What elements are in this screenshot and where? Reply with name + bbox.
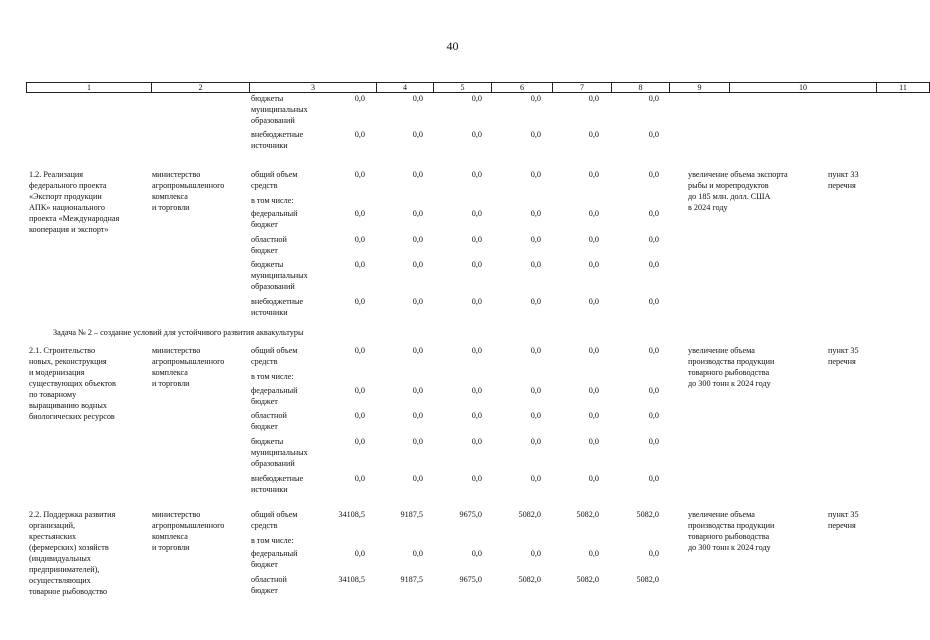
- budget-value: 0,0: [588, 549, 599, 558]
- measure-reference: пункт 33 перечня: [828, 170, 859, 190]
- budget-value: 0,0: [530, 170, 541, 179]
- budget-source-label: общий объем средств: [251, 510, 298, 530]
- budget-source-label: в том числе:: [251, 196, 294, 205]
- budget-value: 9187,5: [400, 510, 423, 519]
- budget-value: 0,0: [530, 297, 541, 306]
- column-header-4: 4: [377, 83, 434, 93]
- budget-value: 0,0: [648, 260, 659, 269]
- budget-value: 0,0: [530, 130, 541, 139]
- budget-value: 5082,0: [576, 510, 599, 519]
- budget-source-label: бюджеты муниципальных образований: [251, 94, 308, 125]
- budget-value: 0,0: [412, 260, 423, 269]
- budget-value: 0,0: [471, 297, 482, 306]
- budget-value: 9675,0: [459, 575, 482, 584]
- budget-source-label: федеральный бюджет: [251, 549, 298, 569]
- budget-value: 5082,0: [518, 510, 541, 519]
- budget-value: 0,0: [354, 437, 365, 446]
- budget-source-label: в том числе:: [251, 536, 294, 545]
- budget-value: 0,0: [471, 235, 482, 244]
- budget-value: 0,0: [412, 235, 423, 244]
- budget-value: 0,0: [530, 549, 541, 558]
- budget-value: 0,0: [648, 170, 659, 179]
- budget-value: 0,0: [588, 260, 599, 269]
- budget-value: 0,0: [354, 130, 365, 139]
- column-header-10: 10: [730, 83, 877, 93]
- budget-value: 0,0: [412, 386, 423, 395]
- budget-value: 34108,5: [338, 575, 365, 584]
- budget-value: 0,0: [588, 411, 599, 420]
- column-header-1: 1: [27, 83, 152, 93]
- column-header-11: 11: [877, 83, 930, 93]
- budget-value: 0,0: [588, 94, 599, 103]
- budget-source-label: общий объем средств: [251, 170, 298, 190]
- column-header-row: [26, 82, 930, 93]
- budget-value: 0,0: [588, 297, 599, 306]
- budget-value: 0,0: [530, 437, 541, 446]
- budget-value: 0,0: [648, 297, 659, 306]
- budget-source-label: областной бюджет: [251, 411, 287, 431]
- budget-value: 0,0: [412, 346, 423, 355]
- task-heading: Задача № 2 – создание условий для устойчивого развития аквакультуры: [53, 328, 304, 337]
- budget-value: 0,0: [471, 549, 482, 558]
- budget-value: 0,0: [354, 386, 365, 395]
- column-header-2: 2: [152, 83, 250, 93]
- budget-value: 5082,0: [518, 575, 541, 584]
- budget-value: 0,0: [354, 297, 365, 306]
- budget-value: 5082,0: [636, 510, 659, 519]
- measure-executor: министерство агропромышленного комплекса и торговли: [152, 510, 225, 552]
- column-header-9: 9: [670, 83, 730, 93]
- budget-value: 0,0: [588, 170, 599, 179]
- budget-source-label: бюджеты муниципальных образований: [251, 260, 308, 291]
- budget-value: 0,0: [530, 474, 541, 483]
- budget-value: 0,0: [588, 386, 599, 395]
- budget-value: 0,0: [354, 235, 365, 244]
- budget-value: 0,0: [354, 209, 365, 218]
- measure-result: увеличение объема экспорта рыбы и морепродуктов до 185 млн. долл. США в 2024 году: [688, 170, 788, 212]
- budget-value: 0,0: [354, 346, 365, 355]
- budget-value: 0,0: [412, 130, 423, 139]
- budget-source-label: в том числе:: [251, 372, 294, 381]
- budget-value: 5082,0: [576, 575, 599, 584]
- budget-value: 9187,5: [400, 575, 423, 584]
- budget-value: 0,0: [648, 235, 659, 244]
- measure-executor: министерство агропромышленного комплекса и торговли: [152, 170, 225, 212]
- budget-value: 0,0: [412, 549, 423, 558]
- budget-value: 0,0: [588, 209, 599, 218]
- budget-value: 34108,5: [338, 510, 365, 519]
- budget-value: 0,0: [588, 346, 599, 355]
- budget-value: 0,0: [412, 297, 423, 306]
- budget-value: 0,0: [648, 474, 659, 483]
- budget-value: 0,0: [354, 94, 365, 103]
- budget-source-label: внебюджетные источники: [251, 130, 304, 150]
- budget-source-label: областной бюджет: [251, 575, 287, 595]
- budget-value: 0,0: [530, 346, 541, 355]
- budget-value: 0,0: [471, 209, 482, 218]
- budget-value: 0,0: [412, 474, 423, 483]
- budget-value: 0,0: [648, 386, 659, 395]
- budget-value: 0,0: [471, 130, 482, 139]
- budget-value: 0,0: [648, 209, 659, 218]
- budget-value: 0,0: [471, 260, 482, 269]
- column-header-7: 7: [553, 83, 612, 93]
- budget-value: 0,0: [471, 170, 482, 179]
- budget-source-label: областной бюджет: [251, 235, 287, 255]
- column-header-3: 3: [250, 83, 377, 93]
- budget-value: 0,0: [588, 235, 599, 244]
- budget-value: 0,0: [412, 411, 423, 420]
- measure-reference: пункт 35 перечня: [828, 346, 859, 366]
- budget-value: 0,0: [471, 386, 482, 395]
- budget-value: 9675,0: [459, 510, 482, 519]
- measure-result: увеличение объема производства продукции товарного рыбоводства до 300 тонн к 2024 году: [688, 346, 775, 388]
- budget-value: 0,0: [530, 235, 541, 244]
- measure-title: 2.2. Поддержка развития организаций, крестьянских (фермерских) хозяйств (индивидуальных предпринимателей), осуществляющих товарное рыбоводство: [29, 510, 116, 596]
- budget-value: 0,0: [471, 94, 482, 103]
- budget-value: 0,0: [588, 474, 599, 483]
- column-header-8: 8: [612, 83, 670, 93]
- budget-source-label: федеральный бюджет: [251, 386, 298, 406]
- budget-value: 0,0: [354, 411, 365, 420]
- budget-value: 0,0: [648, 411, 659, 420]
- budget-value: 0,0: [354, 474, 365, 483]
- budget-value: 0,0: [471, 474, 482, 483]
- budget-value: 0,0: [412, 170, 423, 179]
- budget-value: 0,0: [648, 549, 659, 558]
- budget-value: 0,0: [471, 411, 482, 420]
- budget-value: 0,0: [530, 411, 541, 420]
- measure-title: 2.1. Строительство новых, реконструкция и модернизация существующих объектов по товарному выращиванию водных биологических ресурсов: [29, 346, 116, 421]
- budget-source-label: федеральный бюджет: [251, 209, 298, 229]
- budget-value: 0,0: [412, 437, 423, 446]
- budget-source-label: общий объем средств: [251, 346, 298, 366]
- measure-reference: пункт 35 перечня: [828, 510, 859, 530]
- budget-value: 0,0: [648, 346, 659, 355]
- budget-value: 0,0: [354, 170, 365, 179]
- measure-title: 1.2. Реализация федерального проекта «Экспорт продукции АПК» национального проекта «Международная кооперация и экспорт»: [29, 170, 120, 234]
- measure-result: увеличение объема производства продукции товарного рыбоводства до 300 тонн к 2024 году: [688, 510, 775, 552]
- budget-value: 0,0: [530, 386, 541, 395]
- page-number: 40: [446, 39, 459, 53]
- budget-value: 0,0: [412, 209, 423, 218]
- budget-value: 0,0: [588, 437, 599, 446]
- budget-value: 0,0: [530, 209, 541, 218]
- budget-value: 5082,0: [636, 575, 659, 584]
- budget-value: 0,0: [354, 260, 365, 269]
- budget-value: 0,0: [412, 94, 423, 103]
- budget-value: 0,0: [648, 130, 659, 139]
- budget-value: 0,0: [471, 437, 482, 446]
- budget-source-label: внебюджетные источники: [251, 297, 304, 317]
- budget-value: 0,0: [648, 437, 659, 446]
- budget-value: 0,0: [471, 346, 482, 355]
- budget-source-label: внебюджетные источники: [251, 474, 304, 494]
- budget-value: 0,0: [648, 94, 659, 103]
- budget-value: 0,0: [354, 549, 365, 558]
- measure-executor: министерство агропромышленного комплекса и торговли: [152, 346, 225, 388]
- column-header-6: 6: [492, 83, 553, 93]
- column-header-5: 5: [434, 83, 492, 93]
- budget-value: 0,0: [530, 260, 541, 269]
- budget-source-label: бюджеты муниципальных образований: [251, 437, 308, 468]
- budget-value: 0,0: [530, 94, 541, 103]
- budget-value: 0,0: [588, 130, 599, 139]
